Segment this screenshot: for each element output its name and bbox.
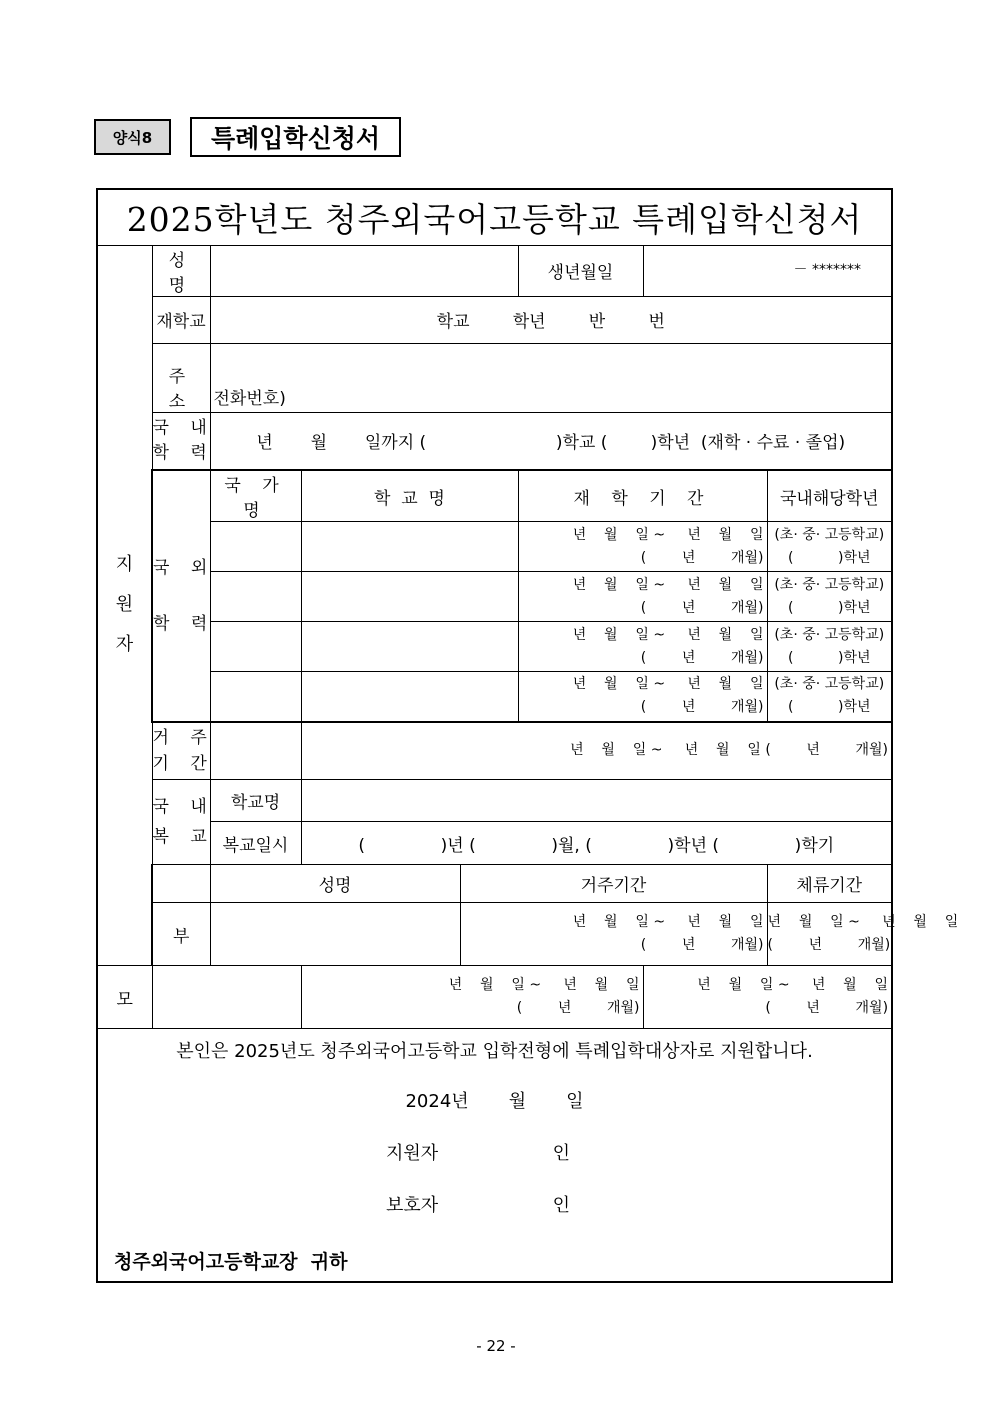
overseas-header-country: 국 가 명: [210, 470, 301, 522]
overseas-school-field[interactable]: [301, 672, 518, 722]
birth-field[interactable]: [643, 245, 892, 296]
period-line: 년 월 일 ~ 년 월 일: [448, 977, 640, 993]
overseas-school-field[interactable]: [301, 622, 518, 672]
addressee-line: 청주외국어고등학교장 귀하: [114, 1251, 348, 1273]
period-line: 년 월 일 ~ 년 월 일: [572, 526, 764, 543]
address-field[interactable]: [210, 343, 892, 412]
overseas-period-field[interactable]: [518, 672, 767, 722]
mother-label: 모: [97, 966, 152, 1029]
period-line: 년 월 일 ~ 년 월 일: [572, 626, 764, 643]
grade-school-level: (초· 중· 고등학교): [774, 576, 885, 593]
domestic-edu-field[interactable]: 년 월 일까지 ( )학교 ( )학년 (재학 · 수료 · 졸업): [210, 412, 892, 470]
period-duration-line: ( 년 개월): [640, 549, 764, 566]
applicant-signature[interactable]: 지원자 인: [386, 1143, 570, 1164]
guardian-signature[interactable]: 보호자 인: [386, 1195, 570, 1216]
overseas-country-field[interactable]: [210, 672, 301, 722]
return-school-label: 국 내 복 교: [152, 780, 210, 865]
overseas-school-field[interactable]: [301, 522, 518, 572]
birth-value: － *******: [793, 262, 861, 278]
overseas-period-field[interactable]: [518, 522, 767, 572]
period-line: 년 월 일 ~ 년 월 일: [572, 576, 764, 593]
declaration-text: 본인은 2025년도 청주외국어고등학교 입학전형에 특례입학대상자로 지원합니다.: [176, 1041, 813, 1062]
parent-header-name: 성명: [210, 865, 460, 903]
period-duration-line: ( 년 개월): [765, 1000, 889, 1016]
mother-stay-field[interactable]: [643, 966, 892, 1029]
father-name-field[interactable]: [210, 903, 460, 966]
residence-period-label: 거 주 기 간: [152, 722, 210, 780]
grade-year: ( )학년: [788, 599, 871, 616]
form-title-box: 특례입학신청서: [190, 117, 401, 157]
page-number: - 22 -: [476, 1337, 516, 1355]
document-title: 2025학년도 청주외국어고등학교 특례입학신청서: [126, 199, 863, 239]
period-duration-line: ( 년 개월): [767, 937, 891, 953]
domestic-edu-label: 국 내 학 력: [152, 412, 210, 470]
grade-school-level: (초· 중· 고등학교): [774, 526, 885, 543]
return-school-name-field[interactable]: [301, 780, 892, 822]
overseas-grade-field[interactable]: [767, 522, 892, 572]
return-date-field[interactable]: ( )년 ( )월, ( )학년 ( )학기: [301, 822, 892, 865]
grade-school-level: (초· 중· 고등학교): [774, 676, 885, 693]
overseas-edu-label: 국 외 학 력: [152, 470, 210, 722]
overseas-period-field[interactable]: [518, 622, 767, 672]
overseas-grade-field[interactable]: [767, 572, 892, 622]
name-label: 성 명: [152, 245, 210, 296]
overseas-school-field[interactable]: [301, 572, 518, 622]
residence-period-field[interactable]: 년 월 일 ~ 년 월 일 ( 년 개월): [301, 722, 892, 780]
period-duration-line: ( 년 개월): [640, 599, 764, 616]
period-line: 년 월 일 ~ 년 월 일: [767, 914, 959, 930]
period-line: 년 월 일 ~ 년 월 일: [697, 977, 889, 993]
overseas-header-school: 학 교 명: [301, 470, 518, 522]
applicant-label: 지 원 자: [97, 245, 152, 966]
period-duration-line: ( 년 개월): [640, 699, 764, 716]
grade-year: ( )학년: [788, 549, 871, 566]
declaration-section: [97, 1029, 892, 1282]
overseas-period-field[interactable]: [518, 572, 767, 622]
school-field[interactable]: 학교 학년 반 번: [210, 296, 892, 343]
overseas-country-field[interactable]: [210, 522, 301, 572]
parent-corner-cell: [152, 865, 210, 903]
grade-year: ( )학년: [788, 649, 871, 666]
declaration-date: 2024년 월 일: [405, 1091, 584, 1112]
name-field[interactable]: [210, 245, 518, 296]
father-residence-field[interactable]: [460, 903, 767, 966]
overseas-country-field[interactable]: [210, 572, 301, 622]
mother-residence-field[interactable]: [301, 966, 643, 1029]
period-line: 년 월 일 ~ 년 월 일: [572, 914, 764, 930]
grade-year: ( )학년: [788, 699, 871, 716]
parent-header-stay: 체류기간: [767, 865, 892, 903]
form-number-tag: 양식8: [94, 119, 171, 155]
table-title-cell: [97, 189, 892, 245]
overseas-header-grade: 국내해당학년: [767, 470, 892, 522]
application-form-table: [96, 188, 959, 1283]
overseas-header-period: 재 학 기 간: [518, 470, 767, 522]
mother-name-field[interactable]: [152, 966, 301, 1029]
residence-country-field[interactable]: [210, 722, 301, 780]
overseas-country-field[interactable]: [210, 622, 301, 672]
return-date-label: 복교일시: [210, 822, 301, 865]
birth-label: 생년월일: [518, 245, 643, 296]
phone-label: 전화번호): [213, 388, 286, 409]
school-label: 재학교: [152, 296, 210, 343]
period-duration-line: ( 년 개월): [640, 937, 764, 953]
period-line: 년 월 일 ~ 년 월 일: [572, 676, 764, 693]
overseas-grade-field[interactable]: [767, 622, 892, 672]
grade-school-level: (초· 중· 고등학교): [774, 626, 885, 643]
period-duration-line: ( 년 개월): [516, 1000, 640, 1016]
father-label: 부: [152, 903, 210, 966]
overseas-grade-field[interactable]: [767, 672, 892, 722]
address-label: 주 소: [152, 343, 210, 412]
period-duration-line: ( 년 개월): [640, 649, 764, 666]
return-school-name-label: 학교명: [210, 780, 301, 822]
father-stay-field[interactable]: [767, 903, 959, 966]
parent-header-residence: 거주기간: [460, 865, 767, 903]
